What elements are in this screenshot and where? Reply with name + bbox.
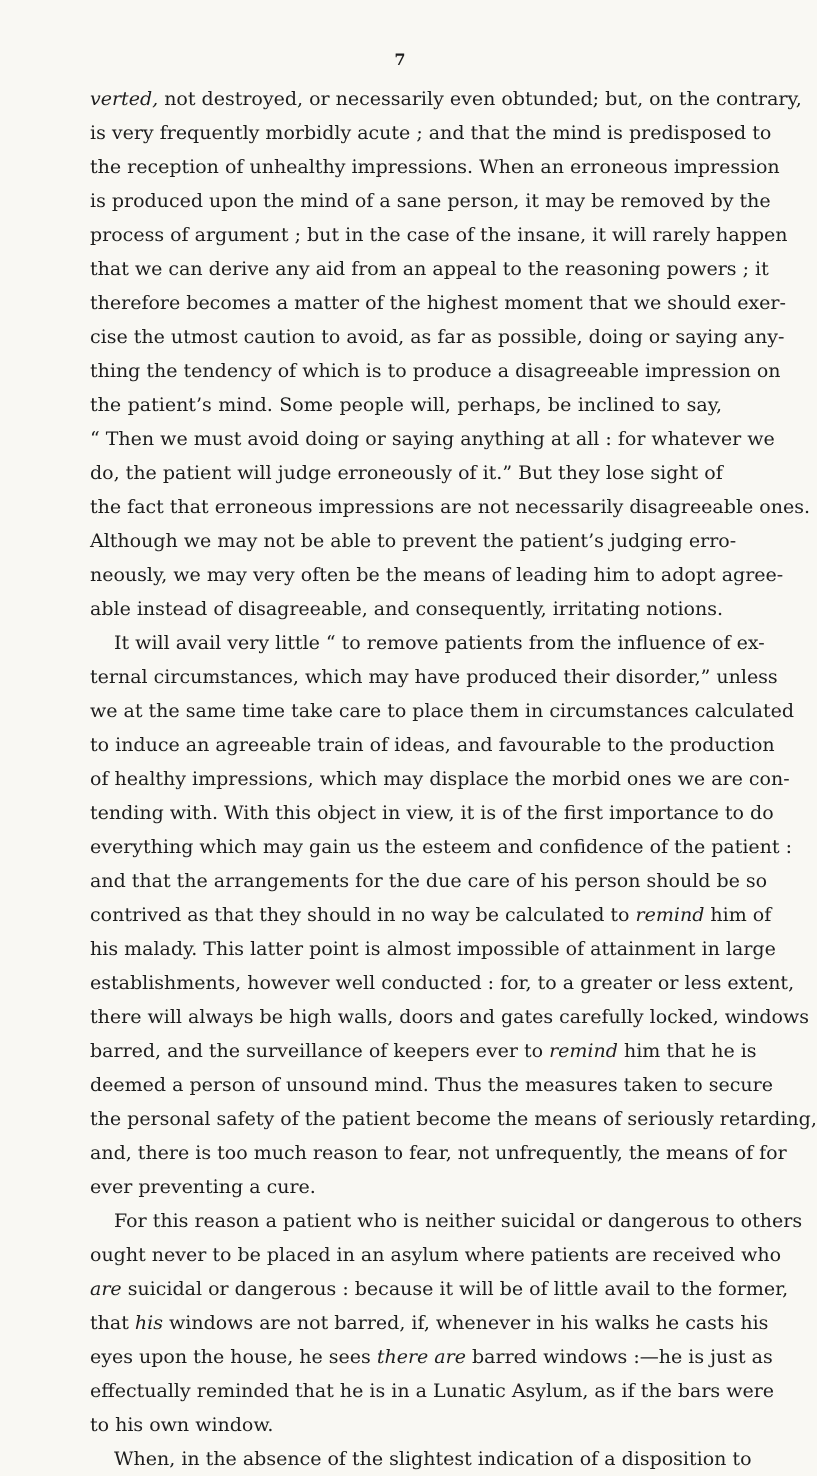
italic-text: remind [635,904,705,926]
text-run: effectually reminded that he is in a Lunatic Asylum, as if the bars were [90,1380,775,1402]
text-run: do, the patient will judge erroneously of it.” But they lose sight of [90,462,723,484]
text-run: him that he is [617,1040,757,1062]
text-run: able instead of disagreeable, and consequently, irritating notions. [90,598,724,620]
text-line [90,660,778,694]
text-run: the reception of unhealthy impressions. When an erroneous impression [90,156,780,178]
text-run: barred, and the surveillance of keepers ever to [90,1040,550,1062]
text-line [90,524,737,558]
text-line [90,184,771,218]
text-line [90,966,795,1000]
text-line [90,252,769,286]
text-line [90,150,780,184]
text-run: tending with. With this object in view, it is of the first importance to do [90,802,774,824]
text-line [90,558,784,592]
text-line [90,898,772,932]
text-run: of healthy impressions, which may displace the morbid ones we are con- [90,768,790,790]
text-run: not destroyed, or necessarily even obtunded; but, on the contrary, [158,88,802,110]
text-line [90,116,772,150]
text-run: windows are not barred, if, whenever in his walks he casts his [162,1312,769,1334]
text-line [90,932,776,966]
italic-text: there are [376,1346,466,1368]
text-run: It will avail very little “ to remove patients from the influence of ex- [114,632,765,654]
text-line [90,1034,757,1068]
page-number: 7 [394,50,406,69]
text-run: contrived as that they should in no way be calculated to [90,904,636,926]
text-run: therefore becomes a matter of the highest moment that we should exer- [90,292,786,314]
text-run: process of argument ; but in the case of the insane, it will rarely happen [90,224,788,246]
text-line [90,1204,803,1238]
text-line [90,1068,773,1102]
text-run: to his own window. [90,1414,274,1436]
text-line [90,1102,817,1136]
text-line [90,82,802,116]
text-run: the patient’s mind. Some people will, perhaps, be inclined to say, [90,394,722,416]
text-line [90,1238,782,1272]
text-line [90,286,786,320]
text-run: ought never to be placed in an asylum where patients are received who [90,1244,782,1266]
body-text [90,82,817,1476]
text-run: there will always be high walls, doors and gates carefully locked, windows [90,1006,809,1028]
italic-text: are [90,1278,122,1300]
text-run: that [90,1312,135,1334]
text-run: suicidal or dangerous : because it will be of little avail to the former, [121,1278,789,1300]
text-line [90,1000,809,1034]
text-line [90,1306,769,1340]
text-run: his malady. This latter point is almost impossible of attainment in large [90,938,776,960]
italic-text: remind [549,1040,618,1062]
text-run: neously, we may very often be the means of leading him to adopt agree- [90,564,784,586]
text-run: “ Then we must avoid doing or saying anything at all : for whatever we [90,428,775,450]
text-line [90,456,722,490]
text-line [90,762,790,796]
text-line [90,218,788,252]
text-line [90,592,722,626]
text-run: and that the arrangements for the due care of his person should be so [90,870,768,892]
text-line [90,1408,722,1442]
text-run: the fact that erroneous impressions are not necessarily disagreeable ones. [90,496,810,518]
text-run: and, there is too much reason to fear, not unfrequently, the means of for [90,1142,787,1164]
text-run: ever preventing a cure. [90,1176,316,1198]
text-line [90,1136,787,1170]
text-run: is produced upon the mind of a sane person, it may be removed by the [90,190,771,212]
text-run: the personal safety of the patient become the means of seriously retarding, [90,1108,817,1130]
text-line [90,1442,752,1476]
text-run: For this reason a patient who is neither suicidal or dangerous to others [114,1210,803,1232]
italic-text: verted, [90,88,159,110]
text-run: we at the same time take care to place them in circumstances calculated [90,700,795,722]
italic-text: his [134,1312,163,1334]
text-line [90,728,775,762]
text-run: thing the tendency of which is to produce a disagreeable impression on [90,360,781,382]
text-line [90,796,774,830]
text-line [90,1170,722,1204]
text-run: Although we may not be able to prevent the patient’s judging erro- [90,530,737,552]
text-line [90,354,781,388]
text-line [90,490,810,524]
text-run: to induce an agreeable train of ideas, and favourable to the production [90,734,775,756]
text-line [90,1272,789,1306]
text-line [90,1374,775,1408]
text-run: everything which may gain us the esteem and confidence of the patient : [90,836,792,858]
text-run: eyes upon the house, he sees [90,1346,377,1368]
text-run: barred windows :—he is just as [465,1346,773,1368]
text-run: deemed a person of unsound mind. Thus the measures taken to secure [90,1074,773,1096]
text-line [90,1340,773,1374]
text-run: him of [704,904,772,926]
text-line [90,422,775,456]
text-line [90,864,768,898]
text-line [90,626,765,660]
text-run: When, in the absence of the slightest indication of a disposition to [114,1448,752,1470]
text-line [90,694,795,728]
text-line [90,320,785,354]
text-line [90,830,792,864]
text-run: is very frequently morbidly acute ; and that the mind is predisposed to [90,122,772,144]
text-run: ternal circumstances, which may have produced their disorder,” unless [90,666,778,688]
text-run: establishments, however well conducted : for, to a greater or less extent, [90,972,795,994]
text-run: cise the utmost caution to avoid, as far as possible, doing or saying any- [90,326,785,348]
text-line [90,388,722,422]
text-run: that we can derive any aid from an appeal to the reasoning powers ; it [90,258,769,280]
